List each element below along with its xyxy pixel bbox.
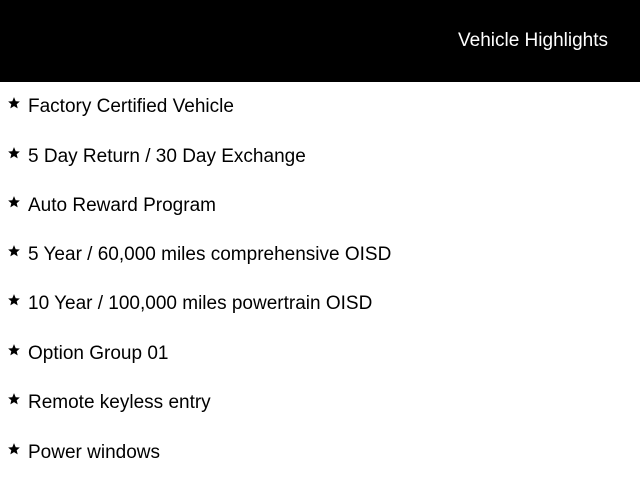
list-item <box>0 291 640 317</box>
star-icon <box>7 96 21 110</box>
list-item <box>0 341 640 367</box>
list-item <box>0 440 640 466</box>
star-icon <box>7 244 21 258</box>
highlight-label: 5 Year / 60,000 miles comprehensive OISD <box>28 244 392 265</box>
list-item <box>0 193 640 219</box>
star-icon <box>7 146 21 160</box>
highlight-label: 10 Year / 100,000 miles powertrain OISD <box>28 293 373 314</box>
highlight-label: 5 Day Return / 30 Day Exchange <box>28 146 306 167</box>
highlights-header <box>0 0 640 82</box>
star-icon <box>7 195 21 209</box>
list-item <box>0 94 640 120</box>
highlight-label: Factory Certified Vehicle <box>28 96 234 117</box>
highlight-label: Remote keyless entry <box>28 392 211 413</box>
list-item <box>0 390 640 416</box>
list-item <box>0 242 640 268</box>
star-icon <box>7 293 21 307</box>
header-title: Vehicle Highlights <box>458 30 608 51</box>
highlight-label: Power windows <box>28 442 160 463</box>
highlight-label: Auto Reward Program <box>28 195 216 216</box>
list-item <box>0 144 640 170</box>
highlight-label: Option Group 01 <box>28 343 169 364</box>
star-icon <box>7 392 21 406</box>
star-icon <box>7 442 21 456</box>
star-icon <box>7 343 21 357</box>
